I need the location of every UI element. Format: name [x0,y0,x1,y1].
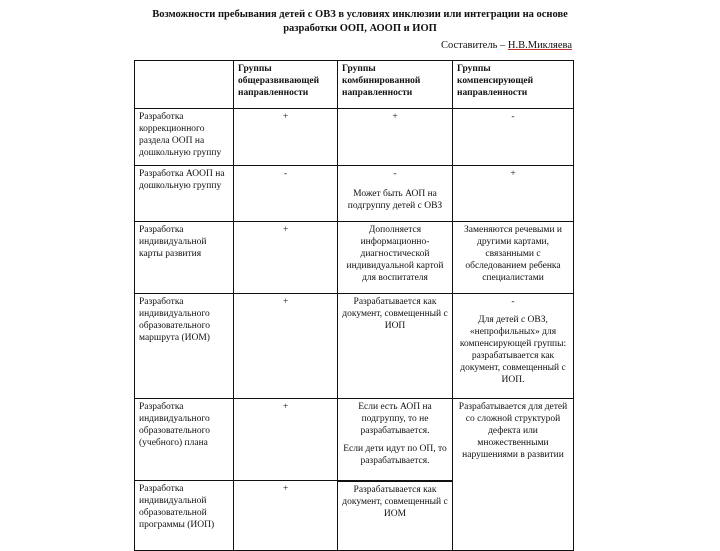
header-cell-empty [135,61,234,109]
cell-general: - [234,166,338,222]
row-label: Разработка индивидуального образовательного маршрута (ИОМ) [135,294,234,399]
cell-compensating [453,109,574,166]
cell-text: - [511,112,515,122]
row-label: Разработка АООП на дошкольную группу [135,166,234,222]
table-header-row [135,61,574,109]
comparison-table [134,60,574,551]
cell-text: Если дети идут по ОП, то разрабатывается. [343,444,447,466]
cell-text: Разрабатывается как документ, совмещенный с ИОП [342,297,448,331]
row-label: Разработка коррекционного раздела ООП на дошкольную группу [135,109,234,166]
row-label: Разработка индивидуальной карты развития [135,222,234,294]
header-general: Группы общеразвивающей направленности [234,61,338,109]
header-compensating: Группы компенсирующей направленности [453,61,574,109]
cell-compensating [453,222,574,294]
cell-text: Может быть АОП на подгруппу детей с ОВЗ [347,189,443,211]
cell-text: Дополняется информационно-диагностической индивидуальной картой для воспитателя [346,225,444,283]
cell-text: Разрабатывается для детей со сложной структурой дефекта или множественными нарушениями в развитии [458,402,568,460]
cell-combined [338,481,453,551]
cell-combined [338,294,453,399]
cell-text: + [510,169,516,179]
author-label: Составитель – [440,40,508,51]
author-line [441,40,572,51]
cell-text: Разрабатывается как документ, совмещенный с ИОМ [342,484,448,519]
cell-general: + [234,294,338,399]
row-label: Разработка индивидуальной образовательной программы (ИОП) [135,481,234,551]
cell-compensating [453,399,574,551]
cell-general: + [234,481,338,551]
cell-general: + [234,109,338,166]
cell-combined [338,222,453,294]
author-name: Н.В.Микляева [507,40,572,51]
table-row [135,166,574,222]
cell-general: + [234,399,338,481]
table-row [135,109,574,166]
cell-combined [338,399,453,481]
row-label: Разработка индивидуального образовательного (учебного) плана [135,399,234,481]
cell-compensating [453,166,574,222]
table-row [135,399,574,481]
cell-text: Для детей с ОВЗ, «непрофильных» для компенсирующей группы: разрабатывается как документ, совмещенный с ИОП. [459,315,567,385]
cell-general: + [234,222,338,294]
table-row [135,294,574,399]
cell-combined [338,109,453,166]
cell-text: + [392,112,398,122]
cell-text: Заменяются речевыми и другими картами, связанными с обследованием ребенка специалистами [463,225,562,283]
cell-text: - [511,297,515,307]
cell-text: Если есть АОП на подгруппу, то не разрабатывается. [358,402,432,436]
cell-text: - [393,169,397,179]
cell-combined [338,166,453,222]
table-row [135,222,574,294]
cell-compensating [453,294,574,399]
header-combined: Группы комбинированной направленности [338,61,453,109]
document-title: Возможности пребывания детей с ОВЗ в условиях инклюзии или интеграции на основе разработки ООП, АООП и ИОП [152,9,568,34]
